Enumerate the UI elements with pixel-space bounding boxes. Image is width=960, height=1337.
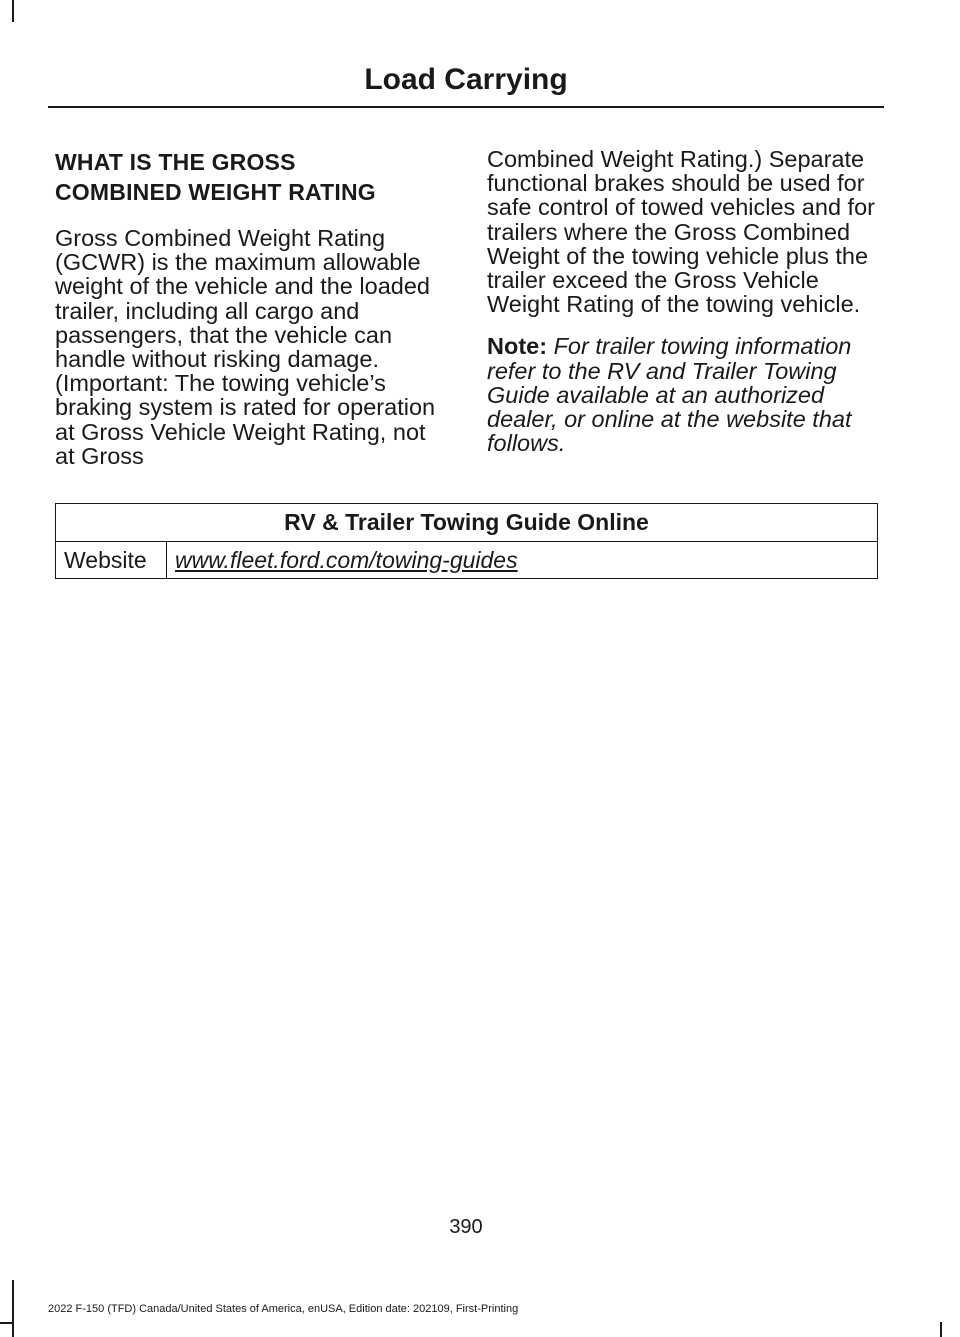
crop-mark-bottom-right [940, 1322, 942, 1337]
page-number: 390 [449, 1216, 483, 1238]
crop-mark-bottom-left [12, 1280, 14, 1337]
crop-mark-top-left [12, 0, 14, 22]
section-heading-line-2: COMBINED WEIGHT RATING [55, 179, 376, 205]
section-heading [55, 147, 450, 207]
note-text: For trailer towing information refer to the RV and Trailer Towing Guide available at an authorized dealer, or online at the website that follows. [487, 333, 852, 457]
edition-footer: 2022 F-150 (TFD) Canada/United States of America, enUSA, Edition date: 202109, First-Printing [48, 1303, 519, 1315]
towing-guides-link[interactable]: www.fleet.ford.com/towing-guides [175, 546, 518, 573]
header-divider [48, 106, 884, 108]
table-row [56, 542, 878, 579]
towing-guide-table [55, 503, 878, 579]
table-title: RV & Trailer Towing Guide Online [56, 504, 878, 542]
website-cell [167, 542, 878, 579]
table-header-row [56, 504, 878, 542]
brakes-paragraph: Combined Weight Rating.) Separate functional brakes should be used for safe control of towed vehicles and for trailers where the Gross Combined Weight of the towing vehicle plus the trailer exceed the Gross Vehicle Weight Rating of the towing vehicle. [487, 146, 875, 318]
note-label: Note: [487, 333, 548, 360]
page-header-title: Load Carrying [364, 63, 568, 96]
right-column [487, 147, 887, 455]
gcwr-definition-paragraph: Gross Combined Weight Rating (GCWR) is the maximum allowable weight of the vehicle and the loaded trailer, including all cargo and passengers, that the vehicle can handle without risking damage. (Important: The towing vehicle’s braking system is rated for operation at Gross Vehicle Weight Rating, not at Gross [55, 225, 436, 469]
section-heading-line-1: WHAT IS THE GROSS [55, 149, 296, 175]
website-label: Website [56, 542, 167, 579]
left-column [55, 147, 450, 468]
note-paragraph [487, 334, 887, 455]
crop-mark-bottom-left-h [0, 1322, 14, 1324]
